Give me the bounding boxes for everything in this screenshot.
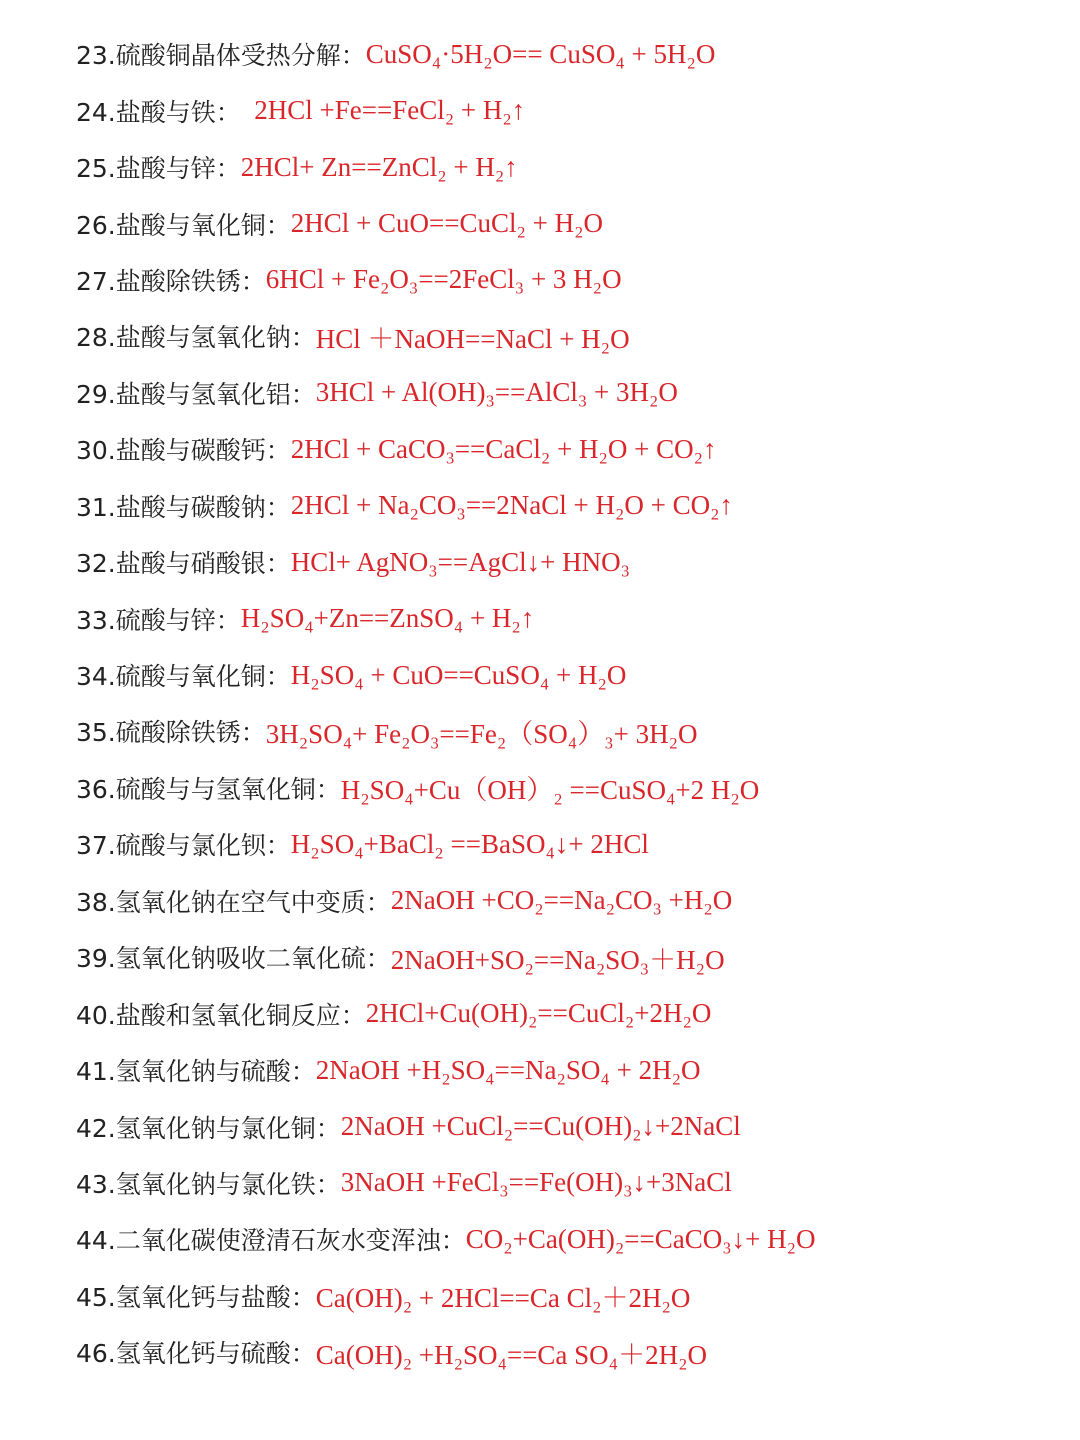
reaction-item	[76, 534, 1066, 590]
reaction-equation: 2HCl+ Zn==ZnCl₂ + H₂↑	[240, 151, 518, 182]
reaction-equation: 2NaOH +CO₂==Na₂CO₃ +H₂O	[390, 885, 733, 916]
reaction-label: 34.硫酸与氧化铜：	[76, 662, 291, 692]
reaction-item	[76, 985, 1066, 1041]
reaction-equation: 3NaOH +FeCl₃==Fe(OH)₃↓+3NaCl	[340, 1167, 732, 1198]
reaction-label: 33.硫酸与锌：	[76, 605, 241, 635]
reaction-equation: Ca(OH)₂ + 2HCl==Ca Cl₂＋2H₂O	[315, 1283, 691, 1314]
reaction-label: 27.盐酸除铁锈：	[76, 266, 266, 296]
reaction-item	[76, 760, 1066, 816]
reaction-equation: 3HCl + Al(OH)₃==AlCl₃ + 3H₂O	[315, 377, 678, 408]
reaction-equation: 2HCl+Cu(OH)₂==CuCl₂+2H₂O	[365, 998, 712, 1029]
reaction-equation: 2HCl + Na₂CO₃==2NaCl + H₂O + CO₂↑	[290, 490, 734, 521]
reaction-equation: Ca(OH)₂ +H₂SO₄==Ca SO₄＋2H₂O	[315, 1339, 708, 1370]
reaction-equation: 2HCl + CaCO₃==CaCl₂ + H₂O + CO₂↑	[290, 433, 717, 464]
reaction-label: 26.盐酸与氧化铜：	[76, 210, 291, 240]
reaction-equation: CO₂+Ca(OH)₂==CaCO₃↓+ H₂O	[465, 1223, 816, 1254]
reaction-equation: H₂SO₄+BaCl₂ ==BaSO₄↓+ 2HCl	[290, 828, 649, 859]
reaction-label: 41.氢氧化钠与硫酸：	[76, 1057, 316, 1087]
reaction-label: 23.硫酸铜晶体受热分解：	[76, 41, 366, 71]
reaction-label: 40.盐酸和氢氧化铜反应：	[76, 1000, 366, 1030]
reaction-item	[76, 929, 1066, 985]
reaction-label: 38.氢氧化钠在空气中变质：	[76, 887, 391, 917]
reaction-label: 32.盐酸与硝酸银：	[76, 549, 291, 579]
reaction-label: 28.盐酸与氢氧化钠：	[76, 323, 316, 353]
reaction-item	[76, 873, 1066, 929]
reaction-label: 43.氢氧化钠与氯化铁：	[76, 1169, 341, 1199]
reaction-equation: HCl+ AgNO₃==AgCl↓+ HNO₃	[290, 546, 631, 577]
reaction-item	[76, 478, 1066, 534]
reaction-label: 44.二氧化碳使澄清石灰水变浑浊：	[76, 1226, 466, 1256]
reaction-label: 24.盐酸与铁：	[76, 97, 241, 127]
reaction-equation: 3H₂SO₄+ Fe₂O₃==Fe₂（SO₄）₃+ 3H₂O	[265, 718, 698, 749]
reaction-label: 35.硫酸除铁锈：	[76, 718, 266, 748]
reaction-label: 46.氢氧化钙与硫酸：	[76, 1339, 316, 1369]
reaction-equation: 2NaOH +H₂SO₄==Na₂SO₄ + 2H₂O	[315, 1054, 701, 1085]
reaction-label: 39.氢氧化钠吸收二氧化硫：	[76, 944, 391, 974]
reaction-label: 45.氢氧化钙与盐酸：	[76, 1282, 316, 1312]
reaction-item	[76, 139, 1066, 195]
reaction-item	[76, 195, 1066, 251]
reaction-label: 37.硫酸与氯化钡：	[76, 831, 291, 861]
reaction-label: 42.氢氧化钠与氯化铜：	[76, 1113, 341, 1143]
reaction-item	[76, 1268, 1066, 1324]
reaction-list	[76, 26, 1066, 1381]
reaction-label: 30.盐酸与碳酸钙：	[76, 436, 291, 466]
reaction-item	[76, 421, 1066, 477]
reaction-item	[76, 1042, 1066, 1098]
reaction-item	[76, 1324, 1066, 1380]
reaction-item	[76, 1211, 1066, 1267]
reaction-item	[76, 590, 1066, 646]
reaction-label: 36.硫酸与与氢氧化铜：	[76, 774, 341, 804]
reaction-item	[76, 252, 1066, 308]
reaction-item	[76, 816, 1066, 872]
reaction-item	[76, 308, 1066, 364]
reaction-equation: HCl ＋NaOH==NaCl + H₂O	[315, 323, 630, 354]
reaction-item	[76, 1155, 1066, 1211]
reaction-item	[76, 26, 1066, 82]
reaction-item	[76, 82, 1066, 138]
reaction-equation: H₂SO₄+Zn==ZnSO₄ + H₂↑	[240, 603, 535, 634]
reaction-equation: 2HCl +Fe==FeCl₂ + H₂↑	[240, 95, 526, 126]
reaction-equation: CuSO₄·5H₂O== CuSO₄ + 5H₂O	[365, 38, 716, 69]
reaction-label: 31.盐酸与碳酸钠：	[76, 492, 291, 522]
reaction-equation: 2NaOH +CuCl₂==Cu(OH)₂↓+2NaCl	[340, 1111, 741, 1142]
reaction-equation: H₂SO₄ + CuO==CuSO₄ + H₂O	[290, 659, 627, 690]
reaction-label: 25.盐酸与锌：	[76, 154, 241, 184]
reaction-item	[76, 365, 1066, 421]
reaction-equation: H₂SO₄+Cu（OH）₂ ==CuSO₄+2 H₂O	[340, 775, 760, 806]
reaction-label: 29.盐酸与氢氧化铝：	[76, 379, 316, 409]
reaction-item	[76, 647, 1066, 703]
reaction-equation: 2NaOH+SO₂==Na₂SO₃＋H₂O	[390, 944, 725, 975]
reaction-item	[76, 703, 1066, 759]
reaction-equation: 2HCl + CuO==CuCl₂ + H₂O	[290, 208, 604, 239]
reaction-equation: 6HCl + Fe₂O₃==2FeCl₃ + 3 H₂O	[265, 264, 622, 295]
reaction-item	[76, 1098, 1066, 1154]
